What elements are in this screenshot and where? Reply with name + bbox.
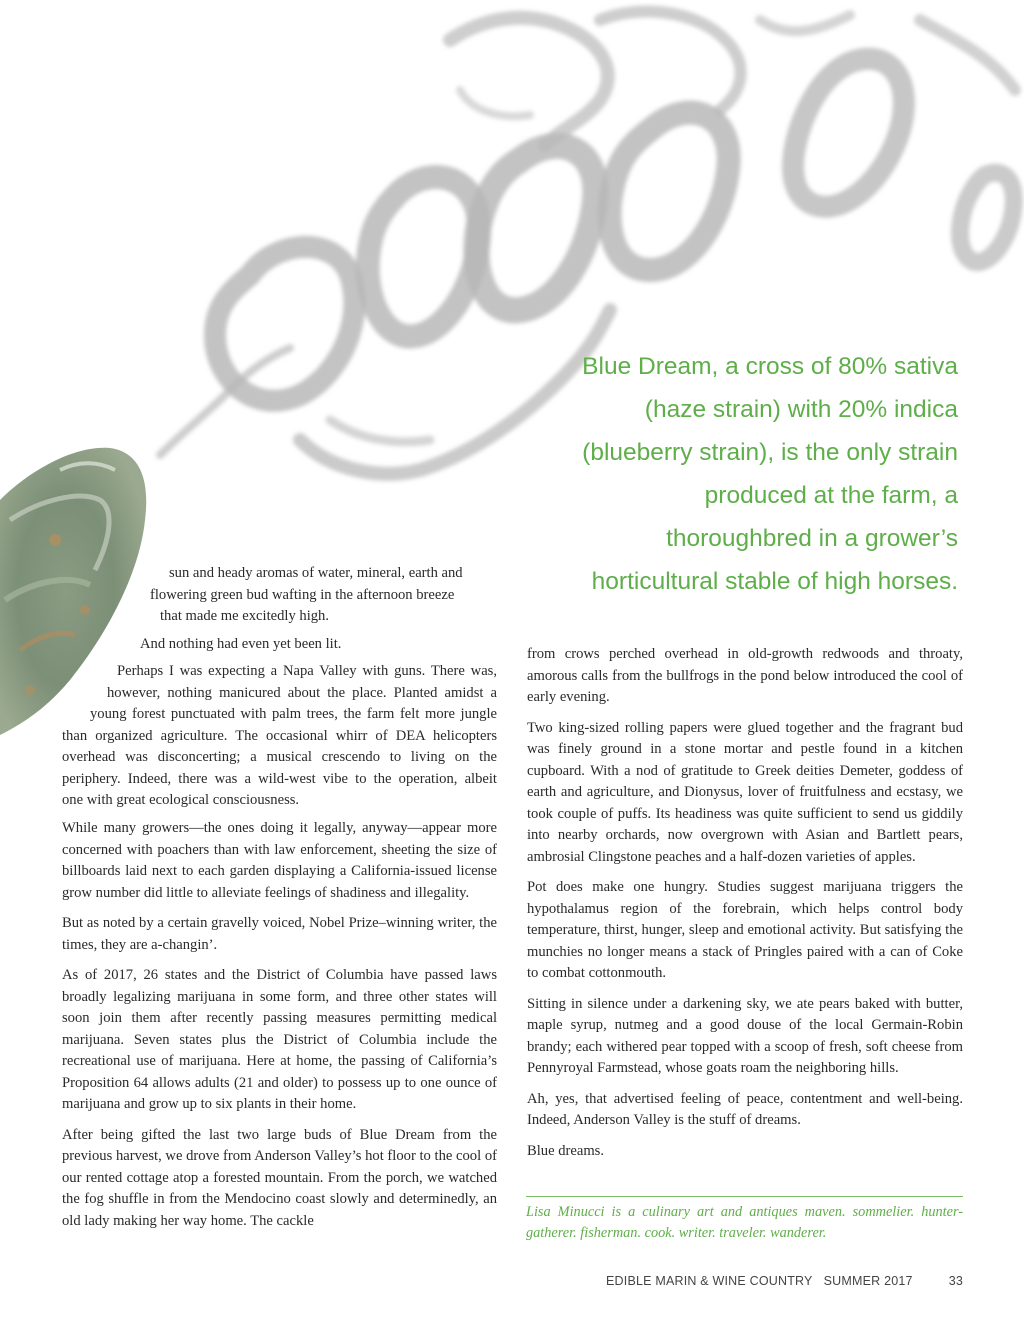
issue-date: SUMMER 2017 [823, 1274, 913, 1288]
paragraph: After being gifted the last two large buds of Blue Dream from the previous harvest, we drove from Anderson Valley’s hot floor to the cool of our rented cottage atop a forested mountain. From the porch, we watched the fog shuffle in from the Mendocino coast slowly and determinedly, an old lady making her way home. The cackle [62, 1126, 497, 1229]
bio-divider [526, 1196, 963, 1197]
paragraph: from crows perched overhead in old-growth redwoods and throaty, amorous calls from the bullfrogs in the pond below introduced the cool of early evening. [527, 646, 963, 705]
text-line: one with great ecological consciousness. [62, 792, 300, 808]
paragraph: Two king-sized rolling papers were glued together and the fragrant bud was finely ground in a stone mortar and pestle found in a kitchen cupboard. With a nod of gratitude to Greek deities Demeter, goddess of earth and agriculture, and Dionysus, lover of fruitfulness and ecstasy, we took couple of puffs. Its headiness was quite sufficient to send us giddily into nearby orchards, now overgrown with Asian and Bartlett pears, ambrosial Clingstone peaches and a half-dozen varieties of apples. [527, 719, 963, 865]
paragraph [62, 661, 497, 812]
text-line: however, nothing manicured about the place. Planted amidst a [107, 684, 497, 701]
text-line: sun and heady aromas of water, mineral, earth and [169, 565, 463, 581]
paragraph: Blue dreams. [527, 1142, 605, 1159]
author-bio: Lisa Minucci is a culinary art and antiques maven. sommelier. hunter-gatherer. fisherman. cook. writer. traveler. wanderer. [526, 1204, 963, 1241]
paragraph: While many growers—the ones doing it legally, anyway—appear more concerned with poachers than with law enforcement, sheeting the size of billboards laid next to each garden displaying a California-issued license grow number did little to alleviate feelings of shadiness and illegality. [62, 820, 497, 901]
paragraph: But as noted by a certain gravelly voiced, Nobel Prize–winning writer, the times, they are a-changin’. [62, 915, 497, 953]
text-line: than organized agriculture. The occasional whirr of DEA helicopters [62, 727, 497, 744]
paragraph [62, 563, 497, 628]
paragraph: And nothing had even yet been lit. [140, 635, 342, 652]
text-line: that made me excitedly high. [160, 608, 329, 624]
pull-quote: Blue Dream, a cross of 80% sativa (haze strain) with 20% indica (blueberry strain), is the only strain produced at the farm, a thoroughbred in a grower’s horticultural stable of high horses. [582, 353, 958, 595]
text-line: overhead was disconcerting; a musical crescendo to living on the [62, 749, 497, 765]
text-line: flowering green bud wafting in the afternoon breeze [150, 586, 455, 603]
text-line: Perhaps I was expecting a Napa Valley with guns. There was, [117, 663, 497, 679]
page-footer [600, 1274, 963, 1288]
right-column-body [527, 644, 963, 1171]
paragraph: Pot does make one hungry. Studies suggest marijuana triggers the hypothalamus region of the forebrain, which helps control body temperature, thirst, hunger, sleep and emotional activity. But satisfying the munchies no longer means a stack of Pringles paired with a can of Coke to combat cottonmouth. [527, 879, 963, 981]
paragraph: Sitting in silence under a darkening sky, we ate pears baked with butter, maple syrup, nutmeg and a good douse of the local Germain-Robin brandy; each withered pear topped with a scoop of fresh, soft cheese from Pennyroyal Farmstead, whose goats roam the neighboring hills. [527, 995, 963, 1076]
text-line: periphery. Indeed, there was a wild-west vibe to the operation, albeit [62, 770, 497, 787]
left-column-body [62, 818, 497, 1241]
publication-name: EDIBLE MARIN & WINE COUNTRY [606, 1274, 813, 1288]
left-column-intro [62, 563, 497, 817]
paragraph: Ah, yes, that advertised feeling of peace, contentment and well-being. Indeed, Anderson Valley is the stuff of dreams. [527, 1090, 963, 1128]
text-line: young forest punctuated with palm trees, the farm felt more jungle [90, 706, 497, 722]
paragraph: As of 2017, 26 states and the District of Columbia have passed laws broadly legalizing marijuana in some form, and three other states will soon join them after recently passing measures permitting medical marijuana. Seven states plus the District of Columbia include the recreational use of marijuana. Here at home, the passing of California’s Proposition 64 allows adults (21 and older) to possess up to one ounce of marijuana and grow up to six plants in their home. [62, 967, 497, 1112]
page-number: 33 [948, 1274, 963, 1288]
